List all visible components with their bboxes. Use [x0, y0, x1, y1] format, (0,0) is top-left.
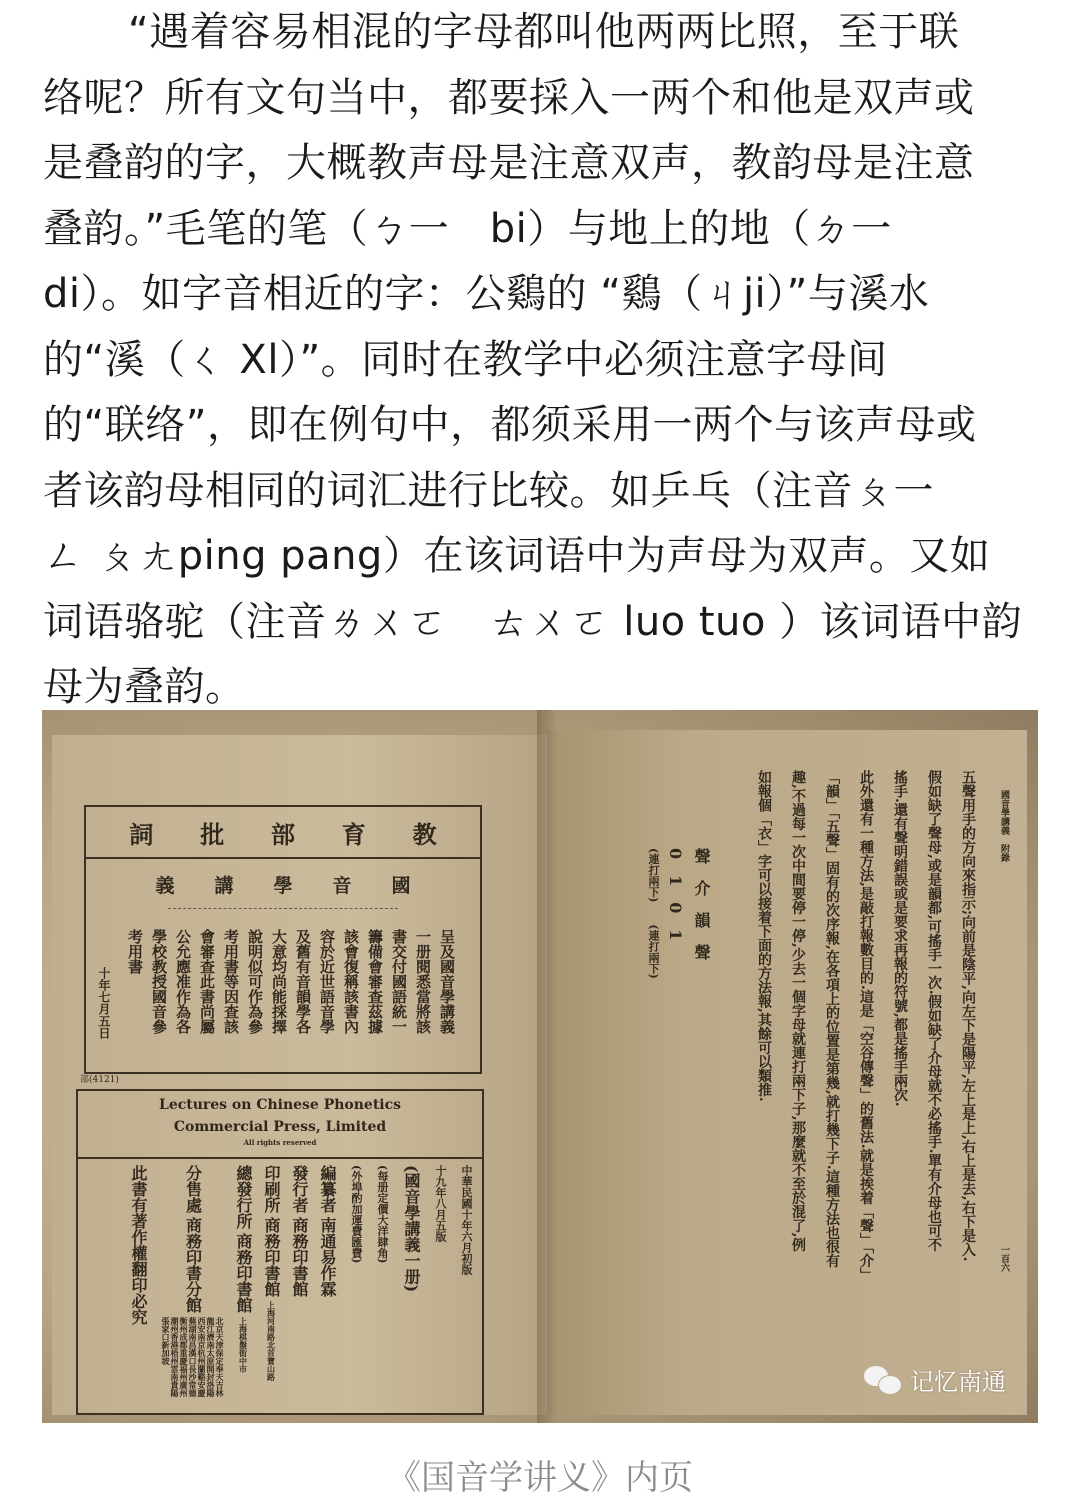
approval-column: 考用書 — [126, 929, 144, 974]
colophon-label: 總發行所 — [234, 1165, 253, 1229]
knock-example — [647, 848, 711, 979]
appendix-column: 「韻」「五聲」固有的次序報,在各項上的位置是第幾,就打幾下子.這種方法也很有 — [824, 770, 840, 1268]
page-code: 部(4121) — [80, 1075, 119, 1085]
approval-column: 及舊有音韻學各 — [294, 929, 312, 1034]
colophon-entry — [318, 1165, 336, 1297]
article-line: 叠韵。”毛笔的笔（ㄅ一 bi）与地上的地（ㄉ一 — [43, 205, 892, 252]
approval-column: 一册閱悉當將該 — [414, 929, 432, 1034]
colophon-entry — [290, 1165, 308, 1297]
approval-date: 十年七月五日 — [97, 967, 111, 1039]
title-char: 批 — [200, 819, 225, 849]
appendix-column: 搖手.還有聲明錯誤或是要求再報的符號,都是搖手兩次. — [892, 770, 908, 1107]
subtitle-char: 音 — [332, 875, 352, 897]
right-book-page — [547, 730, 1027, 1415]
approval-column: 說明似可作為參 — [246, 929, 264, 1034]
example-line: 聲 介 韻 聲 — [692, 848, 711, 960]
article-line: “遇着容易相混的字母都叫他两两比照，至于联 — [128, 9, 960, 55]
colophon-value: 南通易作霖 — [318, 1217, 337, 1297]
colophon-value: 商務印書館 — [262, 1217, 281, 1297]
approval-column: 書交付國語統一 — [390, 929, 408, 1034]
approval-column: 呈及國音學講義 — [438, 929, 456, 1034]
colophon-value: 商務印書分館 — [183, 1217, 203, 1313]
edition-info: 十九年八月五版 — [434, 1165, 447, 1242]
english-title: Lectures on Chinese Phonetics — [158, 1097, 402, 1113]
colophon-note: 上海河南路北首寶山路 — [266, 1301, 277, 1381]
edition-info: 中華民國十年六月初版 — [460, 1165, 473, 1275]
approval-text — [126, 929, 456, 1034]
example-line: (連打兩下) (連打兩下) — [647, 848, 660, 979]
english-header — [78, 1091, 482, 1159]
article-line: 者该韵母相同的词汇进行比较。如乒乓（注音ㄆ一 — [43, 467, 934, 514]
title-char: 部 — [270, 819, 295, 849]
title-char: 詞 — [129, 819, 154, 849]
article-line: 是叠韵的字，大概教声母是注意双声，教韵母是注意 — [43, 140, 975, 186]
subtitle-char: 學 — [273, 875, 293, 897]
colophon-entry — [161, 1165, 224, 1397]
title-char: 教 — [412, 819, 437, 849]
example-line: 0 1 0 1 — [666, 848, 685, 941]
subtitle-char: 義 — [155, 875, 175, 897]
colophon-value: 商務印書館 — [290, 1217, 309, 1297]
colophon-value: 商務印書館 — [234, 1233, 253, 1313]
appendix-column: 假如缺了聲母,或是韻都,可搖手一次.假如缺了介母就不必搖手.單有介母也可不 — [926, 770, 942, 1252]
approval-column: 會審查此書尚屬 — [198, 929, 216, 1034]
colophon-entry — [262, 1165, 280, 1381]
rights-notice: All rights reserved — [243, 1138, 317, 1147]
colophon-label: 印刷所 — [262, 1165, 281, 1213]
left-book-page — [52, 735, 552, 1415]
ministry-approval-box — [84, 805, 482, 1074]
watermark-text: 记忆南通 — [910, 1368, 1006, 1396]
colophon-entry — [234, 1165, 252, 1397]
wechat-icon — [864, 1366, 902, 1394]
appendix-text — [750, 770, 982, 1282]
approval-column: 考用書等因查該 — [222, 929, 240, 1034]
appendix-column: 趣,不過每一次中間要停一停,少去一個字母就連打兩下子,那麼就不至於混了,例 — [790, 770, 806, 1252]
book-info: (外埠酌加運費匯費) — [350, 1165, 363, 1264]
article-line: 络呢？所有文句当中，都要採入一两个和他是双声或 — [43, 74, 975, 121]
colophon-note: 北京天津保定奉天吉林龍江濟南太原開封洛陽西安南京杭州蘭谿安慶蕪湖南昌漢口長沙常德衡州成都重慶福州廣州潮州香港梧州雲南貴陽張家口新加坡 — [161, 1317, 225, 1397]
approval-column: 大意均尚能採擇 — [270, 929, 288, 1034]
appendix-column: 如報個「衣」字可以接着下面的方法報,其餘可以類推. — [756, 770, 772, 1102]
article-line: 的“联络”，即在例句中，都须采用一两个与该声母或 — [43, 402, 977, 448]
divider — [168, 908, 398, 909]
colophon-columns — [129, 1165, 472, 1397]
book-spine — [537, 710, 557, 1423]
appendix-column: 此外還有一種方法,是敲打報數目的.這是「空谷傳聲」的舊法.就是挨着「聲」「介」 — [858, 770, 874, 1282]
article-paragraph — [43, 0, 1038, 721]
subtitle-char: 國 — [391, 875, 411, 897]
article-line: ㄥ ㄆㄤping pang）在该词语中为声母为双声。又如 — [43, 533, 991, 579]
book-title — [86, 871, 480, 898]
appendix-column: 五聲用手的方向來指示;向前是陰平,向左下是陽平,左上是上,右上是去,右下是入. — [960, 770, 976, 1262]
subtitle-char: 講 — [214, 875, 234, 897]
approval-column: 容於近世語音學 — [318, 929, 336, 1034]
article-line: di）。如字音相近的字：公鷄的 “鷄（ㄐji）”与溪水 — [43, 271, 930, 317]
article-line: 的“溪（ㄑ Xl）”。同时在教学中必须注意字母间 — [43, 336, 888, 383]
approval-column: 該會復稱該書內 — [342, 929, 360, 1034]
article-line: 母为叠韵。 — [43, 664, 246, 710]
page-number: 一百六 — [999, 1245, 1009, 1272]
colophon-label: 編纂者 — [318, 1165, 337, 1213]
colophon-rows — [161, 1165, 336, 1397]
approval-column: 學校教授國音參 — [150, 929, 168, 1034]
approval-column: 籌備會審查茲據 — [366, 929, 384, 1034]
image-caption: 《国音学讲义》内页 — [387, 1458, 693, 1498]
approval-title — [86, 807, 480, 859]
book-page-photo — [42, 710, 1038, 1423]
copyright-notice: 此書有著作權翻印必究 — [129, 1165, 148, 1325]
colophon-label: 分售處 — [183, 1165, 203, 1213]
colophon-label: 發行者 — [290, 1165, 309, 1213]
book-info: (每册定價大洋肆角) — [376, 1165, 389, 1264]
colophon-note: 上海棋盤街中市 — [238, 1317, 249, 1373]
approval-column: 公允應准作為各 — [174, 929, 192, 1034]
colophon-box — [76, 1089, 484, 1415]
title-char: 育 — [341, 819, 366, 849]
article-line: 词语骆驼（注音ㄌㄨㄛ ㄊㄨㄛ luo tuo ）该词语中韵 — [43, 598, 1023, 645]
running-header: 國音學講義 附錄 — [999, 790, 1009, 862]
publisher-name: Commercial Press, Limited — [173, 1119, 387, 1135]
book-info: (國音學講義一册) — [402, 1165, 421, 1293]
watermark — [864, 1362, 1006, 1397]
